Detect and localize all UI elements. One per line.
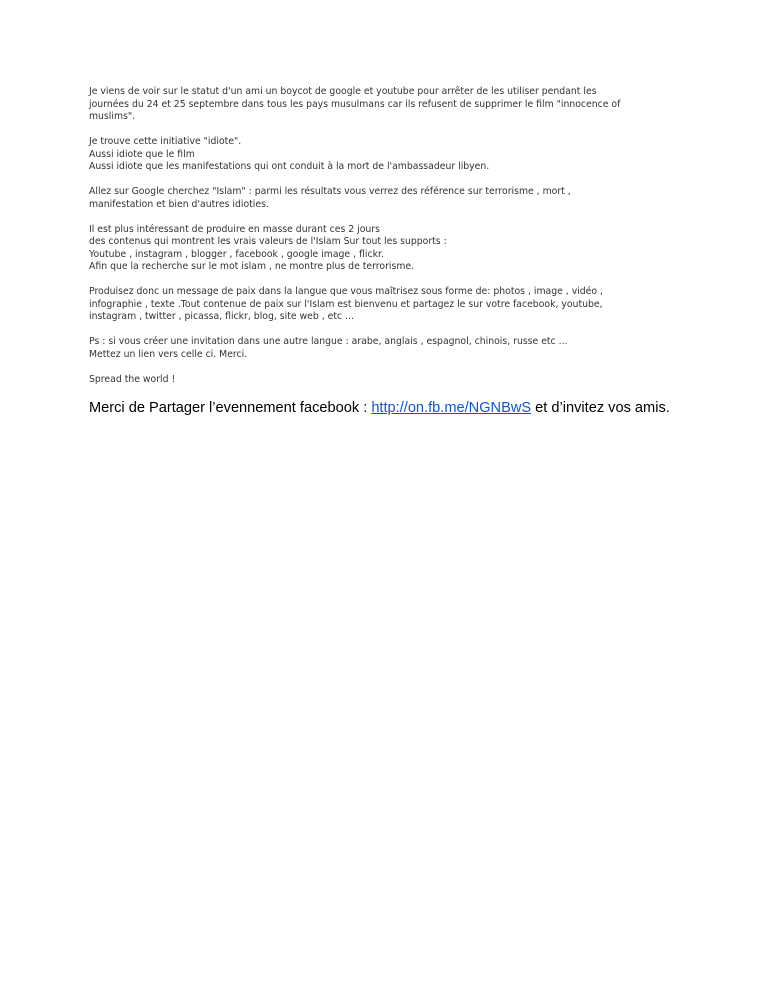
text-line: Aussi idiote que le film	[89, 148, 195, 160]
text-line: instagram , twitter , picassa, flickr, blog, site web , etc ...	[89, 311, 354, 322]
text-line: Produisez donc un message de paix dans la langue que vous maîtrisez sous forme de: photos , image , vidéo ,	[89, 286, 603, 297]
paragraph-peace-message	[89, 286, 679, 324]
text-line: Aussi idiote que les manifestations qui ont conduit à la mort de l'ambassadeur libyen.	[89, 161, 490, 172]
paragraph-spread	[89, 374, 679, 387]
text-line: Afin que la recherche sur le mot islam , ne montre plus de terrorisme.	[89, 261, 415, 272]
paragraph-produce-content	[89, 224, 679, 274]
text-line: muslims".	[89, 111, 136, 122]
text-line: Mettez un lien vers celle ci. Merci.	[89, 348, 248, 360]
text-line: Allez sur Google cherchez "Islam" : parmi les résultats vous verrez des référence sur terrorisme , mort ,	[89, 186, 571, 197]
text-line: manifestation et bien d'autres idioties.	[89, 198, 269, 210]
share-prefix: Merci de Partager l’evennement facebook :	[89, 399, 372, 416]
paragraph-google-search	[89, 186, 679, 211]
text-line: journées du 24 et 25 septembre dans tous les pays musulmans car ils refusent de supprimer le film "innocence of	[89, 98, 621, 110]
document-body	[89, 86, 679, 417]
text-line: infographie , texte .Tout contenue de paix sur l'Islam est bienvenu et partagez le sur votre facebook, youtube,	[89, 298, 603, 310]
text-line: Ps : si vous créer une invitation dans une autre langue : arabe, anglais , espagnol, chinois, russe etc ...	[89, 336, 568, 347]
text-line: Il est plus intéressant de produire en masse durant ces 2 jours	[89, 223, 380, 235]
paragraph-boycott	[89, 86, 679, 124]
share-suffix: et d’invitez vos amis.	[531, 399, 670, 416]
text-line: Youtube , instagram , blogger , facebook , google image , flickr.	[89, 248, 384, 260]
facebook-event-link[interactable]: http://on.fb.me/NGNBwS	[371, 399, 532, 416]
text-line: Je trouve cette initiative "idiote".	[89, 136, 242, 147]
share-callout	[89, 399, 679, 417]
text-line: Spread the world !	[89, 373, 176, 385]
paragraph-idiote	[89, 136, 679, 174]
text-line: des contenus qui montrent les vrais valeurs de l'Islam Sur tout les supports :	[89, 236, 447, 247]
text-line: Je viens de voir sur le statut d'un ami un boycot de google et youtube pour arrêter de les utiliser pendant les	[89, 86, 597, 97]
paragraph-ps-invitation	[89, 336, 679, 361]
